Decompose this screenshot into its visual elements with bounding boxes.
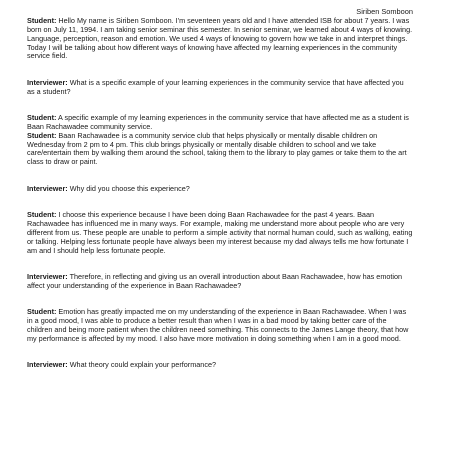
transcript-text: Emotion has greatly impacted me on my understanding of the experience in Baan Rachawadee. When I was in a good mood, I was able to produce a better result than when I was in a bad mood by taking better care of the children and being more patient when the children need something. This connects to the James Lange theory, that how my performance is affected by my mood. I also have more motivation in doing something when I am in a good mood. xyxy=(27,307,409,343)
transcript-text: Why did you choose this experience? xyxy=(67,183,190,193)
transcript-text: A specific example of my learning experiences in the community service that have affected me as a student is Baan Rachawadee community service. xyxy=(27,113,409,131)
speaker-label: Student: xyxy=(27,210,57,220)
transcript-block-interviewer-question-3 xyxy=(27,273,413,291)
transcript-block-student-answer-2 xyxy=(27,211,413,255)
transcript-text: What theory could explain your performance? xyxy=(67,360,217,370)
speaker-label: Interviewer: xyxy=(27,272,68,281)
speaker-label: Interviewer: xyxy=(27,183,68,193)
transcript-block-student-intro xyxy=(27,17,413,61)
transcript-text: Baan Rachawadee is a community service club that helps physically or mentally disable children on Wednesday from 2 pm to 4 pm. This club brings physically or mentally disable children to school and we take care/entertain them by walking them around the school, taking them to the library to play games or take them to the art class to draw or paint. xyxy=(27,130,407,167)
transcript-block-student-answer-1a xyxy=(27,114,413,132)
transcript-block-student-answer-3 xyxy=(27,308,413,343)
speaker-label: Student: xyxy=(27,307,57,317)
speaker-label: Student: xyxy=(27,16,57,25)
speaker-label: Student: xyxy=(27,130,57,140)
transcript-text: Hello My name is Siriben Somboon. I'm seventeen years old and I have attended ISB for about 7 years. I was born on July 11, 1994. I am taking senior seminar this semester. In senior seminar, we learned about 4 ways of knowing. Language, perception, reason and emotion. We used 4 ways of knowing to govern how we take in and interpret things. Today I will be talking about how different ways of knowing have affected my learning experiences in the community service field. xyxy=(27,16,413,61)
transcript-block-interviewer-question-2 xyxy=(27,185,413,194)
speaker-label: Interviewer: xyxy=(27,360,68,370)
transcript-text: Therefore, in reflecting and giving us an overall introduction about Baan Rachawadee, how has emotion affect your understanding of the experience in Baan Rachawadee? xyxy=(27,272,403,290)
speaker-label: Interviewer: xyxy=(27,77,68,87)
speaker-label: Student: xyxy=(27,113,57,123)
transcript-block-interviewer-question-4 xyxy=(27,361,413,370)
transcript-block-interviewer-question-1 xyxy=(27,79,413,97)
author-name-header: Siriben Somboon xyxy=(356,7,413,16)
transcript-block-student-answer-1b xyxy=(27,132,413,167)
transcript-text: I choose this experience because I have been doing Baan Rachawadee for the past 4 years. Baan Rachawadee has influenced me in many ways. For example, making me understand more about people who are very different from us. These people are unable to perform a simple activity that normal human could, such as walking, eating or talking. Helping less fortunate people have always been my interest because my dad always tells me how fortunate I am and I should help less fortunate people. xyxy=(27,210,413,255)
transcript-text: What is a specific example of your learning experiences in the community service that have affected you as a student? xyxy=(27,77,404,96)
